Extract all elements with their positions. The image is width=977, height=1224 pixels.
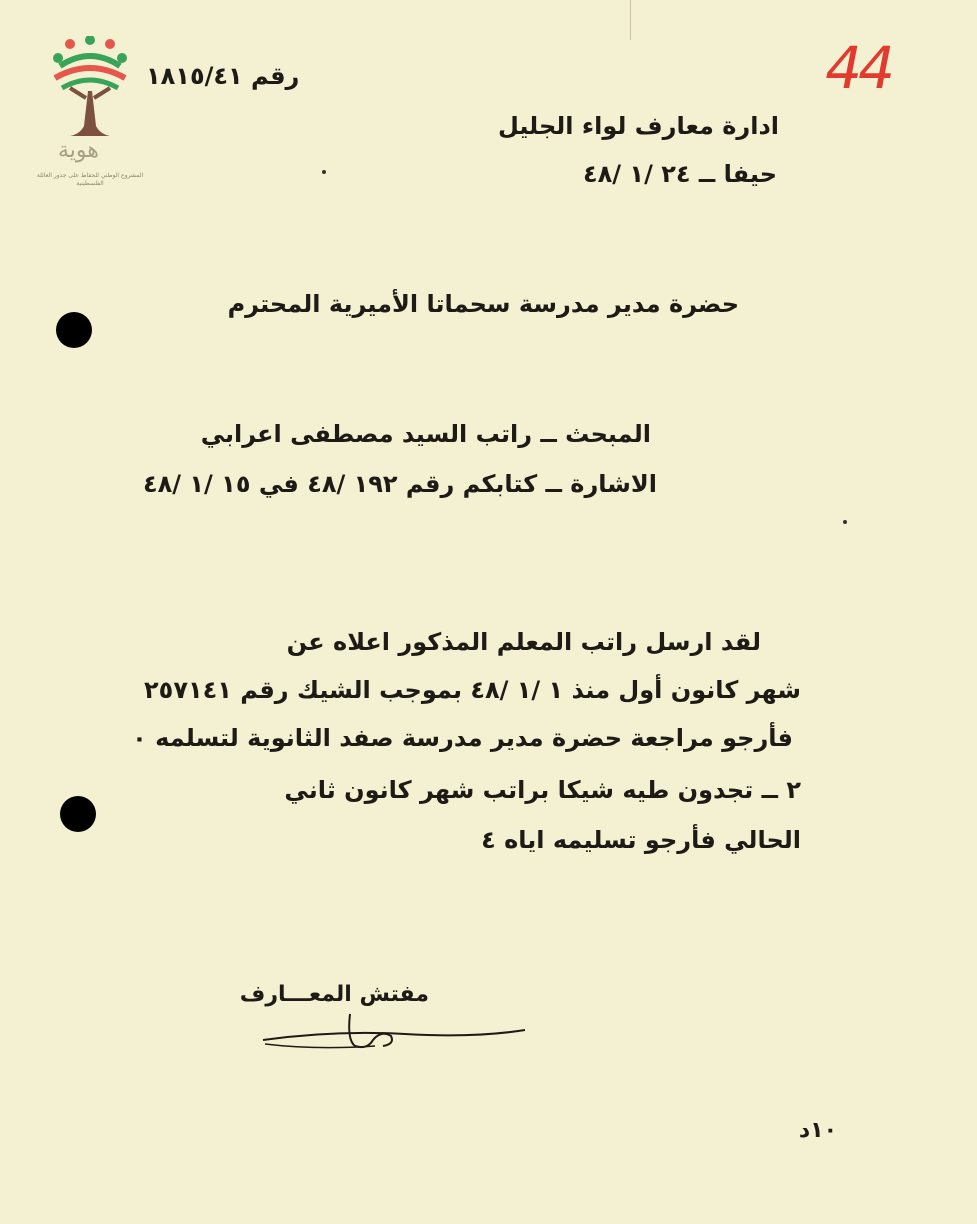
punch-hole-bottom [60,796,96,832]
footer-code: ١٠د [798,1118,837,1143]
recipient-line: حضرة مدير مدرسة سحماتا الأميرية المحترم [227,290,739,318]
logo-wordmark: هوية [58,138,99,163]
reference-line: الاشارة ــ كتابكم رقم ١٩٢ /٤٨ في ١٥ /١ /٤٨ [142,470,657,498]
paper-crease [630,0,631,40]
reference-number: رقم ١٨١٥/٤١ [146,62,300,90]
sender-place-date: حيفا ــ ٢٤ /١ /٤٨ [583,160,777,188]
body-line-2: شهر كانون أول منذ ١ /١ /٤٨ بموجب الشيك رقم ٢٥٧١٤١ [144,676,801,704]
paper-speck [843,520,847,524]
body-line-1: لقد ارسل راتب المعلم المذكور اعلاه عن [286,628,761,656]
subject-line: المبحث ــ راتب السيد مصطفى اعرابي [200,420,651,448]
signature-title: مفتش المعـــارف [239,982,429,1007]
handwritten-signature [255,1000,555,1060]
logo-caption: المشروع الوطني للحفاظ على جذور العائلة الفلسطينية [36,172,144,187]
body-line-5: الحالي فأرجو تسليمه اياه ٤ [481,826,801,854]
body-line-3: فأرجو مراجعة حضرة مدير مدرسة صفد الثانوية لتسلمه ٠ [132,724,793,752]
page-number: 44 [825,34,891,102]
sender-department: ادارة معارف لواء الجليل [497,112,779,140]
body-line-4: ٢ ــ تجدون طيه شيكا براتب شهر كانون ثاني [284,776,801,804]
punch-hole-top [56,312,92,348]
paper-speck [322,170,326,174]
